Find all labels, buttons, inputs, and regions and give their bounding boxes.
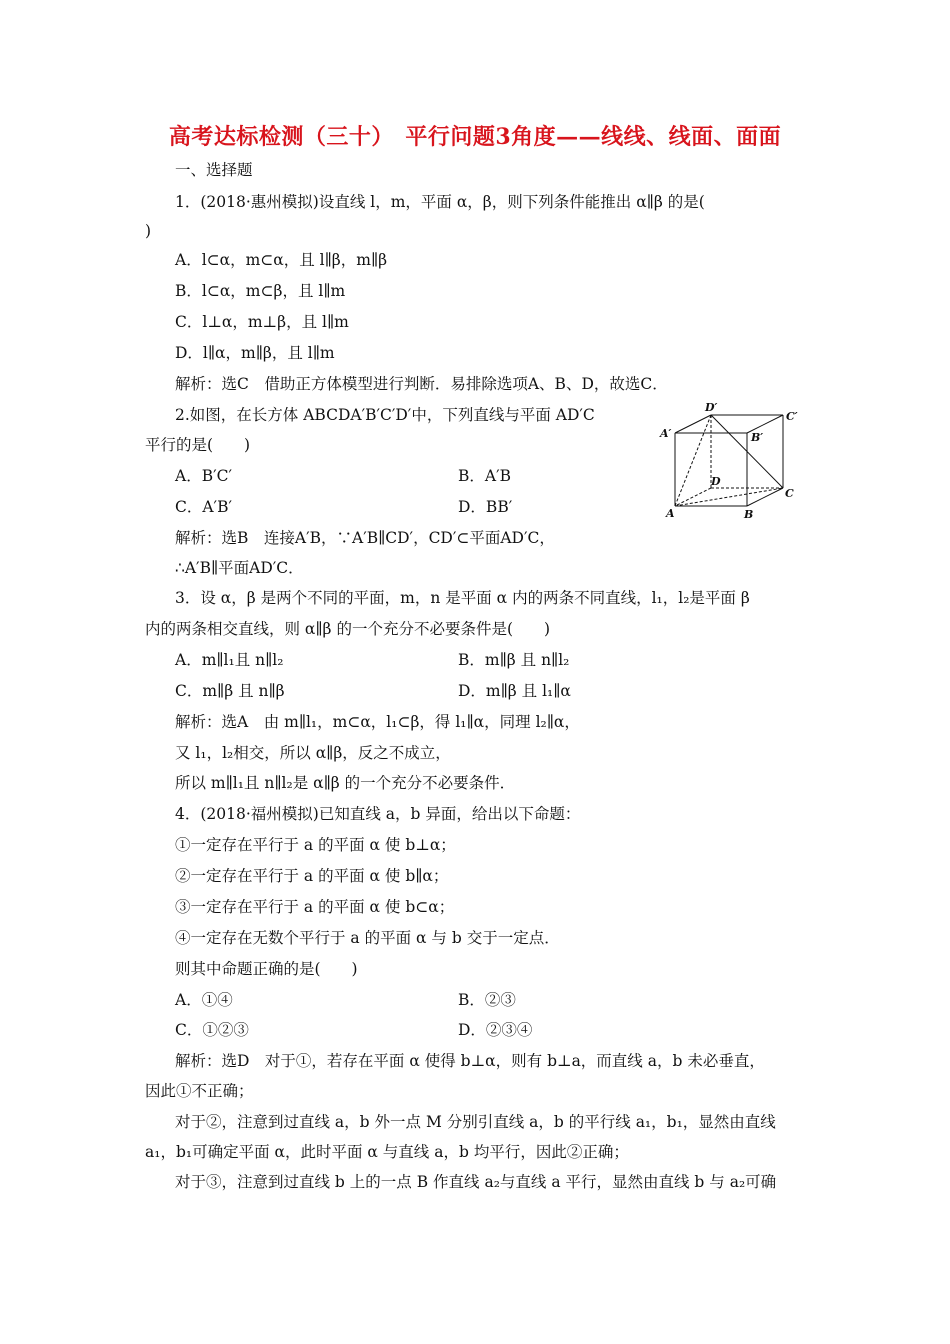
q1-option-d: D．l∥α，m∥β，且 l∥m: [175, 344, 335, 362]
q4-solution-line5: 对于③，注意到过直线 b 上的一点 B 作直线 a₂与直线 a 平行，显然由直线 b 与 a₂可确: [175, 1173, 777, 1191]
q3-option-b: B．m∥β 且 n∥l₂: [458, 651, 570, 669]
q4-solution-line3: 对于②，注意到过直线 a，b 外一点 M 分别引直线 a，b 的平行线 a₁，b₁，显然由直线: [175, 1113, 776, 1131]
q1-stem: 1．(2018·惠州模拟)设直线 l，m，平面 α，β，则下列条件能推出 α∥β 的是(: [175, 193, 705, 211]
q3-stem-cont: 内的两条相交直线，则 α∥β 的一个充分不必要条件是( ): [145, 620, 551, 638]
q3-solution-line3: 所以 m∥l₁且 n∥l₂是 α∥β 的一个充分不必要条件．: [175, 774, 516, 792]
q3-option-c: C．m∥β 且 n∥β: [175, 682, 285, 700]
q4-proposition-4: ④一定存在无数个平行于 a 的平面 α 与 b 交于一定点．: [175, 929, 560, 947]
q3-solution-line1: 解析：选A 由 m∥l₁，m⊂α，l₁⊂β，得 l₁∥α，同理 l₂∥α，: [175, 713, 580, 731]
label-a: A: [666, 507, 675, 520]
q2-stem-cont: 平行的是( ): [145, 436, 251, 454]
q4-proposition-1: ①一定存在平行于 a 的平面 α 使 b⊥α；: [175, 836, 456, 854]
q1-solution: 解析：选C 借助正方体模型进行判断．易排除选项A、B、D，故选C．: [175, 375, 668, 393]
q2-solution-line1: 解析：选B 连接A′B，∵A′B∥CD′，CD′⊂平面AD′C，: [175, 529, 555, 547]
q4-proposition-2: ②一定存在平行于 a 的平面 α 使 b∥α；: [175, 867, 449, 885]
q4-proposition-3: ③一定存在平行于 a 的平面 α 使 b⊂α；: [175, 898, 455, 916]
q4-stem: 4．(2018·福州模拟)已知直线 a，b 异面，给出以下命题：: [175, 805, 581, 823]
q4-option-d: D．②③④: [458, 1021, 533, 1039]
q3-option-d: D．m∥β 且 l₁∥α: [458, 682, 571, 700]
q4-option-b: B．②③: [458, 991, 516, 1009]
label-d: D: [711, 475, 721, 488]
q2-option-c: C．A′B′: [175, 498, 232, 516]
q1-option-c: C．l⊥α，m⊥β，且 l∥m: [175, 313, 349, 331]
q4-solution-line4: a₁，b₁可确定平面 α，此时平面 α 与直线 a，b 均平行，因此②正确；: [145, 1143, 629, 1161]
section-heading: 一、选择题: [175, 161, 253, 179]
label-b-prime: B′: [751, 431, 764, 444]
q4-solution-line2: 因此①不正确；: [145, 1082, 254, 1100]
q1-stem-cont: ): [145, 222, 152, 240]
q3-solution-line2: 又 l₁，l₂相交，所以 α∥β，反之不成立，: [175, 744, 451, 762]
q1-option-a: A．l⊂α，m⊂α，且 l∥β，m∥β: [175, 251, 388, 269]
q4-option-a: A．①④: [175, 991, 233, 1009]
label-c-prime: C′: [786, 410, 798, 423]
label-b: B: [744, 508, 754, 521]
page-title: 高考达标检测（三十） 平行问题3角度——线线、线面、面面: [168, 124, 782, 150]
q3-option-a: A．m∥l₁且 n∥l₂: [175, 651, 284, 669]
label-a-prime: A′: [660, 427, 672, 440]
cuboid-figure: [655, 400, 805, 525]
q4-solution-line1: 解析：选D 对于①，若存在平面 α 使得 b⊥α，则有 b⊥a，而直线 a，b 未必垂直，: [175, 1052, 765, 1070]
label-d-prime: D′: [705, 401, 718, 414]
q2-stem: 2.如图，在长方体 ABCDA′B′C′D′中，下列直线与平面 AD′C: [175, 406, 595, 424]
q2-option-b: B．A′B: [458, 467, 511, 485]
q3-stem: 3．设 α，β 是两个不同的平面，m，n 是平面 α 内的两条不同直线，l₁，l₂是平面 β: [175, 589, 750, 607]
q1-option-b: B．l⊂α，m⊂β，且 l∥m: [175, 282, 346, 300]
q4-option-c: C．①②③: [175, 1021, 249, 1039]
q4-question: 则其中命题正确的是( ): [175, 960, 358, 978]
q2-option-a: A．B′C′: [175, 467, 232, 485]
label-c: C: [785, 487, 794, 500]
q2-option-d: D．BB′: [458, 498, 513, 516]
q2-solution-line2: ∴A′B∥平面AD′C．: [175, 559, 304, 577]
